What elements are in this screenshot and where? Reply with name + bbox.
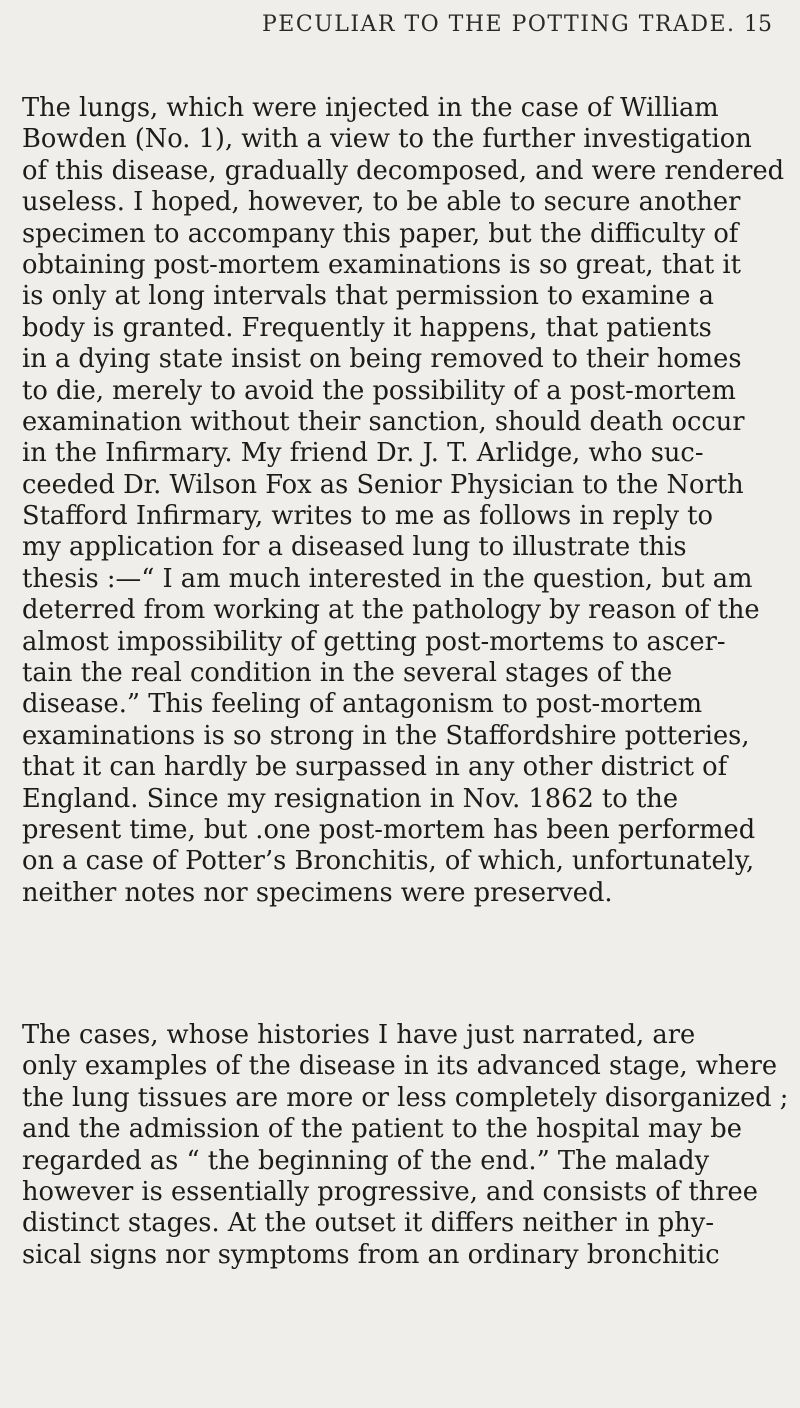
text-line: disease.” This feeling of antagonism to post-mortem bbox=[22, 688, 703, 720]
text-line: almost impossibility of getting post-mortems to ascer- bbox=[22, 625, 726, 657]
text-line: tain the real condition in the several stages of the bbox=[22, 657, 673, 689]
text-line: however is essentially progressive, and consists of three bbox=[22, 1175, 758, 1207]
text-line: Stafford Infirmary, writes to me as follows in reply to bbox=[22, 500, 713, 532]
text-line: is only at long intervals that permission to examine a bbox=[22, 280, 714, 312]
text-line: on a case of Potter’s Bronchitis, of which, unfortunately, bbox=[22, 845, 755, 877]
text-line: regarded as “ the beginning of the end.” The malady bbox=[22, 1144, 710, 1176]
text-line: in a dying state insist on being removed to their homes bbox=[22, 343, 742, 375]
text-line: examinations is so strong in the Staffordshire potteries, bbox=[22, 719, 750, 751]
text-line: useless. I hoped, however, to be able to secure another bbox=[22, 186, 741, 218]
text-line: in the Infirmary. My friend Dr. J. T. Arlidge, who suc- bbox=[22, 437, 704, 469]
text-line: body is granted. Frequently it happens, that patients bbox=[22, 311, 712, 343]
text-line: only examples of the disease in its advanced stage, where bbox=[22, 1050, 778, 1082]
running-head: PECULIAR TO THE POTTING TRADE. bbox=[262, 12, 736, 37]
text-line: sical signs nor symptoms from an ordinary bronchitic bbox=[22, 1238, 720, 1270]
text-line: and the admission of the patient to the hospital may be bbox=[22, 1113, 742, 1145]
text-line: specimen to accompany this paper, but the difficulty of bbox=[22, 217, 739, 249]
text-line: of this disease, gradually decomposed, and were rendered bbox=[22, 154, 785, 186]
text-line: obtaining post-mortem examinations is so great, that it bbox=[22, 248, 741, 280]
text-line: deterred from working at the pathology by reason of the bbox=[22, 594, 760, 626]
text-line: The cases, whose histories I have just narrated, are bbox=[22, 1019, 696, 1050]
text-line: thesis :—“ I am much interested in the question, but am bbox=[22, 562, 753, 594]
text-line: present time, but .one post-mortem has been performed bbox=[22, 813, 756, 845]
text-line: ceeded Dr. Wilson Fox as Senior Physician to the North bbox=[22, 468, 744, 500]
text-line: neither notes nor specimens were preserved. bbox=[22, 876, 613, 908]
text-line: distinct stages. At the outset it differs neither in phy- bbox=[22, 1207, 715, 1239]
text-line: England. Since my resignation in Nov. 1862 to the bbox=[22, 782, 679, 814]
text-line: examination without their sanction, should death occur bbox=[22, 405, 745, 437]
text-line: Bowden (No. 1), with a view to the further investigation bbox=[22, 123, 752, 155]
page-number: 15 bbox=[744, 12, 772, 37]
text-line: the lung tissues are more or less completely disorganized ; bbox=[22, 1081, 789, 1113]
text-line: The lungs, which were injected in the case of William bbox=[22, 92, 719, 123]
text-line: my application for a diseased lung to illustrate this bbox=[22, 531, 687, 563]
text-line: that it can hardly be surpassed in any other district of bbox=[22, 751, 728, 783]
text-line: to die, merely to avoid the possibility of a post-mortem bbox=[22, 374, 736, 406]
paragraph-1 bbox=[22, 92, 800, 908]
paragraph-2 bbox=[22, 1019, 800, 1270]
